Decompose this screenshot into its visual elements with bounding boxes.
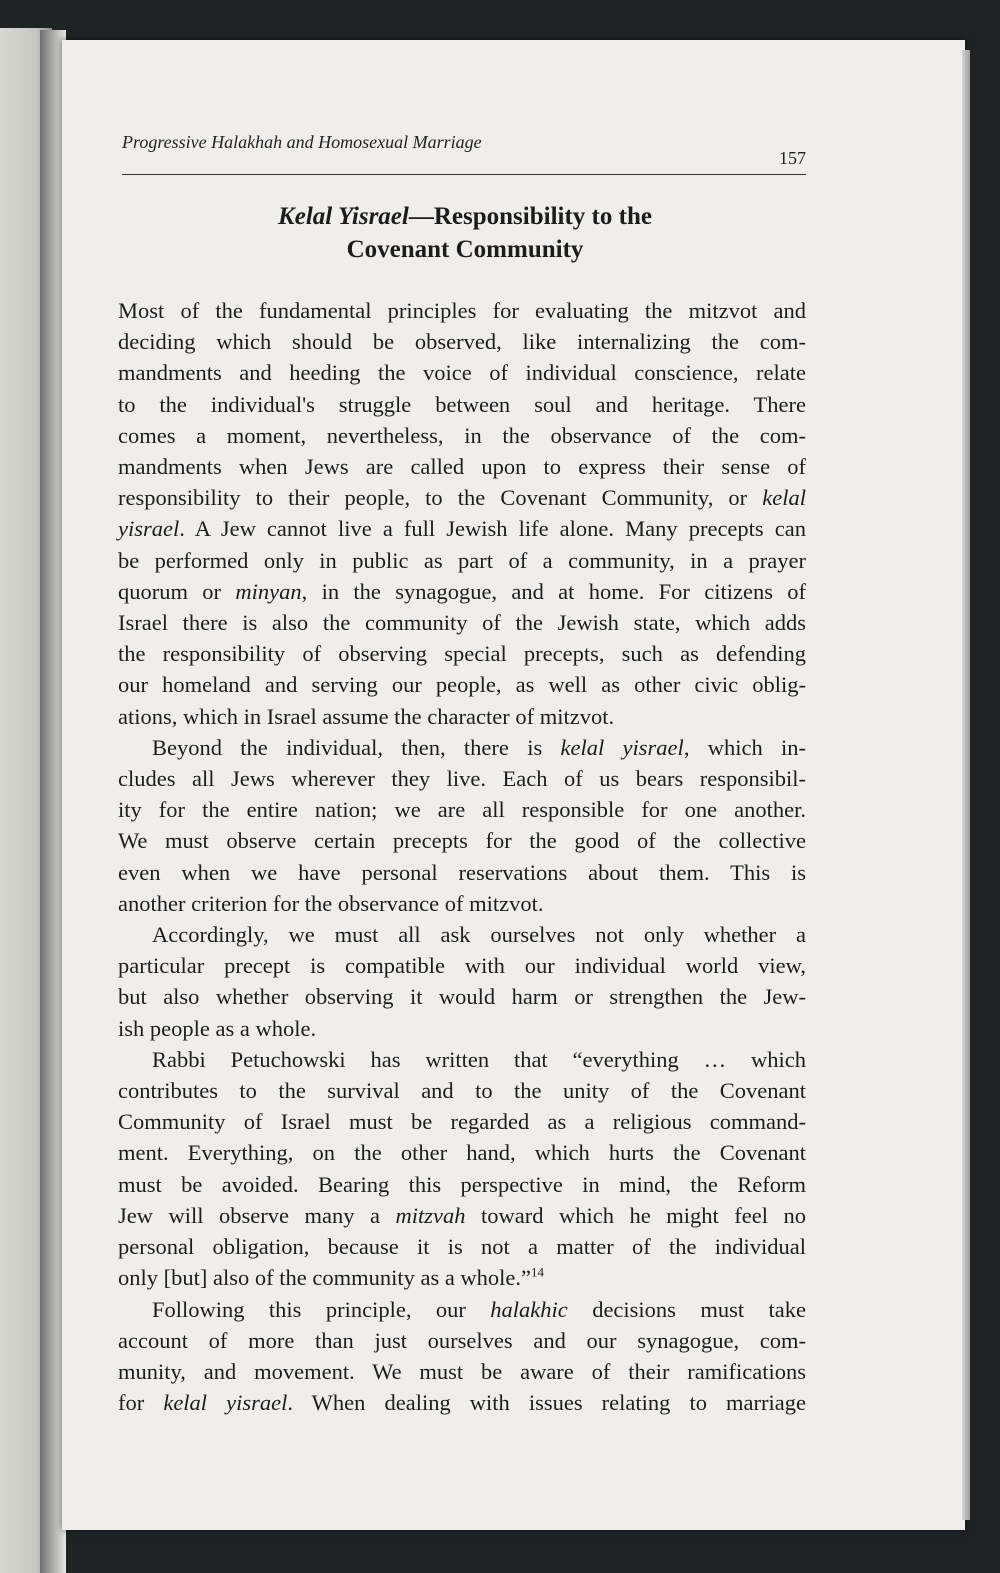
paragraph-1-line: the responsibility of observing special precepts, such as defending	[118, 641, 806, 667]
paragraph-5-line: account of more than just ourselves and our synagogue, com-	[118, 1327, 806, 1353]
page-stack-edge	[962, 50, 970, 1520]
paragraph-4-line: must be avoided. Bearing this perspective in mind, the Reform	[118, 1171, 806, 1197]
paragraph-2-line: even when we have personal reservations about them. This is	[118, 859, 806, 885]
paragraph-2-line: ity for the entire nation; we are all responsible for one another.	[118, 797, 806, 823]
paragraph-4-line: Rabbi Petuchowski has written that “everything … which	[152, 1046, 806, 1072]
paragraph-1-line: our homeland and serving our people, as well as other civic oblig-	[118, 672, 806, 698]
paragraph-4-line: Community of Israel must be regarded as a religious command-	[118, 1109, 806, 1135]
paragraph-1-line: mandments when Jews are called upon to express their sense of	[118, 454, 806, 480]
paragraph-5-line: Following this principle, our halakhic decisions must take	[152, 1296, 806, 1322]
paragraph-2-line: Beyond the individual, then, there is kelal yisrael, which in-	[152, 734, 807, 760]
paragraph-1-line: to the individual's struggle between soul and heritage. There	[118, 391, 806, 417]
running-head	[122, 132, 806, 175]
paragraph-3-line: Accordingly, we must all ask ourselves not only whether a	[152, 922, 806, 948]
paragraph-1-line: responsibility to their people, to the Covenant Community, or kelal	[118, 485, 806, 511]
running-head-title: Progressive Halakhah and Homosexual Marriage	[122, 132, 482, 152]
paragraph-3-line: particular precept is compatible with our individual world view,	[118, 953, 806, 979]
paragraph-1-line: yisrael. A Jew cannot live a full Jewish life alone. Many precepts can	[118, 516, 806, 542]
body-text	[118, 295, 806, 1418]
paragraph-1-line: quorum or minyan, in the synagogue, and at home. For citizens of	[118, 578, 807, 604]
section-heading-line-2: Covenant Community	[346, 236, 584, 263]
paragraph-3-line: ish people as a whole.	[118, 1015, 317, 1041]
paragraph-1-line: be performed only in public as part of a community, in a prayer	[118, 547, 806, 573]
paragraph-4-line: only [but] also of the community as a whole.”$^{14}$	[118, 1264, 545, 1291]
section-heading	[120, 200, 810, 266]
paragraph-1-line: comes a moment, nevertheless, in the observance of the com-	[118, 422, 806, 448]
paragraph-3-line: but also whether observing it would harm or strengthen the Jew-	[118, 984, 806, 1010]
footnote-reference: 14	[531, 1264, 545, 1280]
paragraph-1-line: mandments and heeding the voice of individual conscience, relate	[118, 360, 806, 386]
paragraph-4-line: ment. Everything, on the other hand, which hurts the Covenant	[118, 1140, 806, 1166]
paragraph-4-line: contributes to the survival and to the unity of the Covenant	[118, 1078, 806, 1104]
paragraph-1-line: Israel there is also the community of the Jewish state, which adds	[118, 610, 806, 636]
paragraph-1-line: ations, which in Israel assume the character of mitzvot.	[118, 703, 615, 729]
paragraph-5-line: munity, and movement. We must be aware of their ramifications	[118, 1358, 806, 1384]
section-heading-line-1: Kelal Yisrael—Responsibility to the	[278, 203, 652, 230]
paragraph-2-line: another criterion for the observance of mitzvot.	[118, 890, 544, 916]
page-number: 157	[779, 148, 806, 168]
paragraph-1-line: deciding which should be observed, like internalizing the com-	[118, 329, 806, 355]
paragraph-4-line: Jew will observe many a mitzvah toward which he might feel no	[118, 1202, 806, 1228]
paragraph-1-line: Most of the fundamental principles for evaluating the mitzvot and	[118, 298, 806, 323]
paragraph-5-line: for kelal yisrael. When dealing with issues relating to marriage	[118, 1390, 807, 1416]
paragraph-2-line: We must observe certain precepts for the good of the collective	[118, 828, 806, 854]
paragraph-4-line: personal obligation, because it is not a matter of the individual	[118, 1234, 806, 1260]
heading-italic-term: Kelal Yisrael	[278, 203, 409, 230]
paragraph-2-line: cludes all Jews wherever they live. Each of us bears responsibil-	[118, 766, 806, 792]
